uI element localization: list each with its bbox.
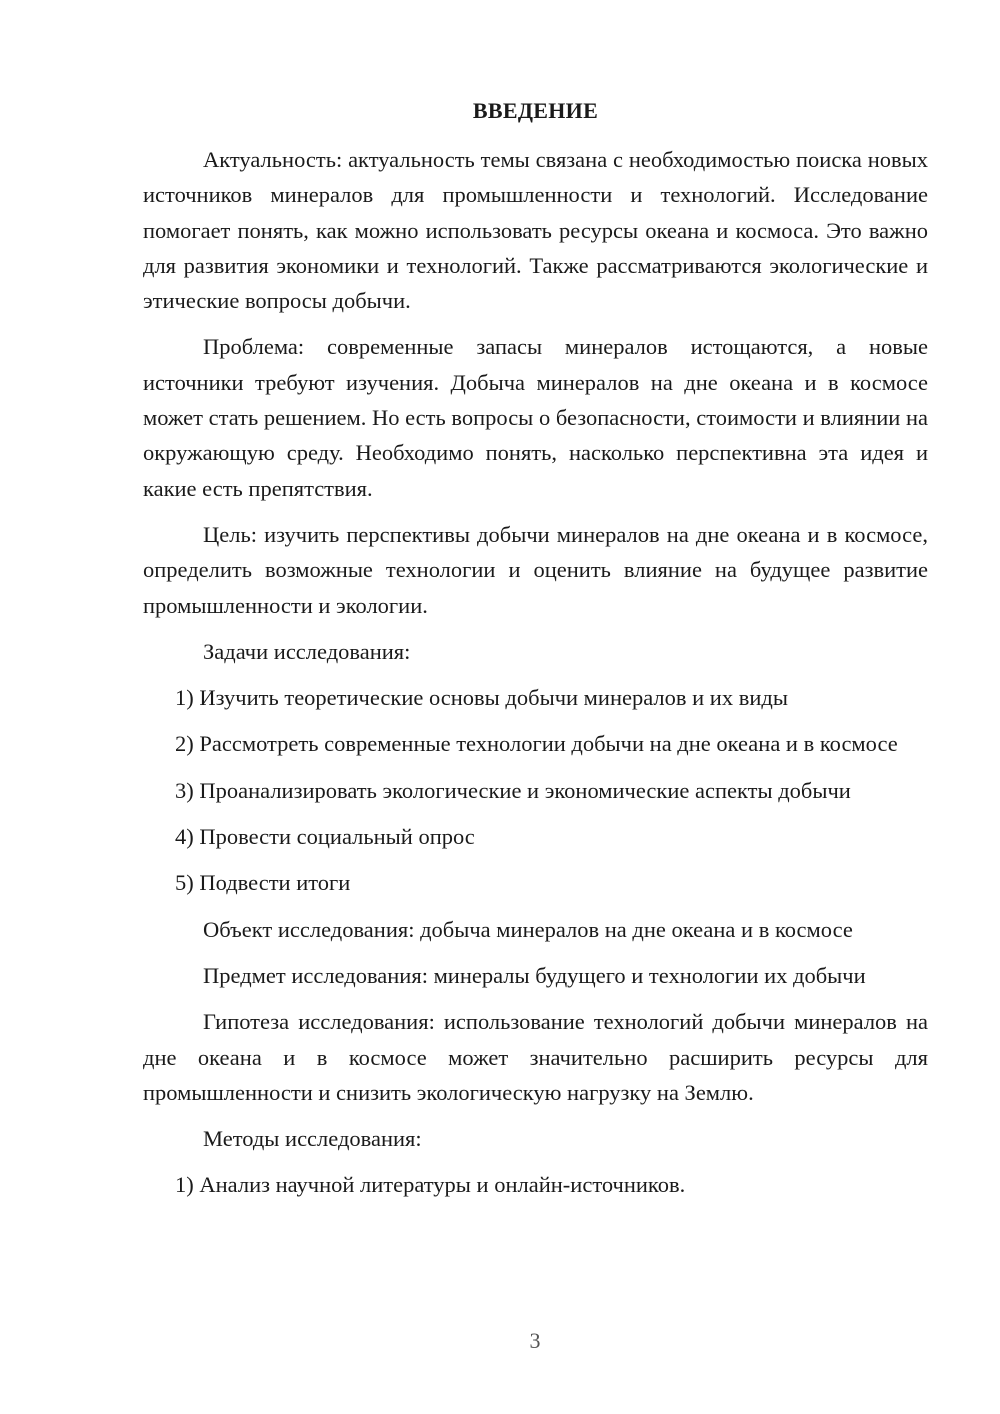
list-item-task-1: 1) Изучить теоретические основы добычи минералов и их виды: [175, 685, 788, 711]
list-item-task-2: 2) Рассмотреть современные технологии добычи на дне океана и в космосе: [175, 731, 898, 757]
paragraph-hypothesis: Гипотеза исследования: использование технологий добычи минералов на дне океана и в космосе может значительно расширить ресурсы для промышленности и снизить экологическую нагрузку на Землю.: [143, 1009, 928, 1105]
paragraph-tasks-heading: Задачи исследования:: [203, 638, 411, 664]
list-item-method-1: 1) Анализ научной литературы и онлайн-источников.: [175, 1172, 686, 1198]
paragraph-object: Объект исследования: добыча минералов на дне океана и в космосе: [203, 916, 853, 942]
section-title: ВВЕДЕНИЕ: [472, 98, 599, 123]
list-item-task-3: 3) Проанализировать экологические и экономические аспекты добычи: [175, 777, 851, 803]
paragraph-problem: Проблема: современные запасы минералов истощаются, а новые источники требуют изучения. Добыча минералов на дне океана и в космосе может стать решением. Но есть вопросы о безопасности, стоимости и влиянии на окружающую среду. Необходимо понять, насколько перспективна эта идея и какие есть препятствия.: [143, 334, 928, 501]
list-item-task-5: 5) Подвести итоги: [175, 870, 351, 896]
page-number: 3: [529, 1328, 541, 1353]
list-item-task-4: 4) Провести социальный опрос: [175, 824, 475, 850]
paragraph-relevance: Актуальность: актуальность темы связана с необходимостью поиска новых источников минералов для промышленности и технологий. Исследование помогает понять, как можно использовать ресурсы океана и космоса. Это важно для развития экономики и технологий. Также рассматриваются экологические и этические вопросы добычи.: [143, 147, 928, 314]
paragraph-subject: Предмет исследования: минералы будущего и технологии их добычи: [203, 962, 866, 988]
paragraph-goal: Цель: изучить перспективы добычи минералов на дне океана и в космосе, определить возможные технологии и оценить влияние на будущее развитие промышленности и экологии.: [143, 521, 928, 618]
paragraph-methods-heading: Методы исследования:: [203, 1126, 422, 1152]
document-body: [143, 142, 928, 1203]
